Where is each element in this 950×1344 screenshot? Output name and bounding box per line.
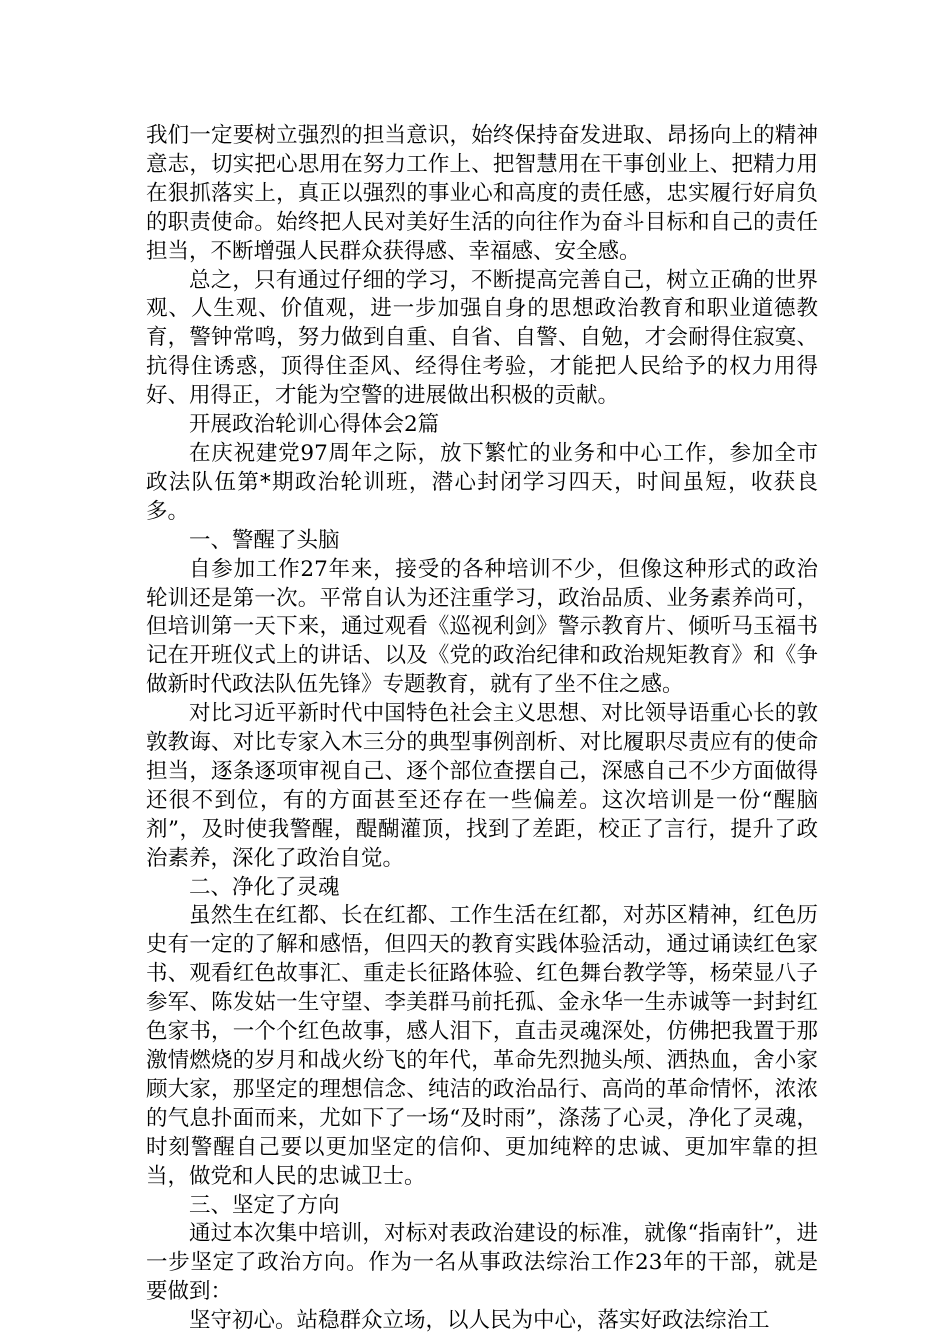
paragraph: 在庆祝建党97周年之际，放下繁忙的业务和中心工作，参加全市政法队伍第*期政治轮训班，潜心封闭学习四天，时间虽短，收获良多。 <box>146 440 818 524</box>
section-heading: 三、坚定了方向 <box>189 1192 340 1218</box>
section-heading: 二、净化了灵魂 <box>189 874 340 900</box>
paragraph: 通过本次集中培训，对标对表政治建设的标准，就像“指南针”，进一步坚定了政治方向。作为一名从事政法综治工作23年的干部，就是要做到： <box>146 1221 818 1305</box>
section-heading: 一、警醒了头脑 <box>189 527 340 553</box>
paragraph: 总之，只有通过仔细的学习，不断提高完善自己，树立正确的世界观、人生观、价值观，进一步加强自身的思想政治教育和职业道德教育，警钟常鸣，努力做到自重、自省、自警、自勉，才会耐得住寂寞、抗得住诱惑，顶得住歪风、经得住考验，才能把人民给予的权力用得好、用得正，才能为空警的进展做出积极的贡献。 <box>146 267 818 409</box>
paragraph: 虽然生在红都、长在红都、工作生活在红都，对苏区精神，红色历史有一定的了解和感悟，但四天的教育实践体验活动，通过诵读红色家书、观看红色故事汇、重走长征路体验、红色舞台教学等，杨荣显八子参军、陈发姑一生守望、李美群马前托孤、金永华一生赤诚等一封封红色家书，一个个红色故事，感人泪下，直击灵魂深处，仿佛把我置于那激情燃烧的岁月和战火纷飞的年代，革命先烈抛头颅、洒热血，舍小家顾大家，那坚定的理想信念、纯洁的政治品行、高尚的革命情怀，浓浓的气息扑面而来，尤如下了一场“及时雨”，涤荡了心灵，净化了灵魂，时刻警醒自己要以更加坚定的信仰、更加纯粹的忠诚、更加牢靠的担当，做党和人民的忠诚卫士。 <box>146 903 818 1189</box>
document-body <box>146 122 818 1336</box>
paragraph: 坚守初心。站稳群众立场，以人民为中心，落实好政法综治工 <box>189 1308 770 1334</box>
paragraph: 我们一定要树立强烈的担当意识，始终保持奋发进取、昂扬向上的精神意志，切实把心思用在努力工作上、把智慧用在干事创业上、把精力用在狠抓落实上，真正以强烈的事业心和高度的责任感，忠实履行好肩负的职责使命。始终把人民对美好生活的向往作为奋斗目标和自己的责任担当，不断增强人民群众获得感、幸福感、安全感。 <box>146 123 818 264</box>
section-title: 开展政治轮训心得体会2篇 <box>189 412 440 438</box>
paragraph: 自参加工作27年来，接受的各种培训不少，但像这种形式的政治轮训还是第一次。平常自认为还注重学习，政治品质、业务素养尚可，但培训第一天下来，通过观看《巡视利剑》警示教育片、倾听马玉福书记在开班仪式上的讲话、以及《党的政治纪律和政治规矩教育》和《争做新时代政法队伍先锋》专题教育，就有了坐不住之感。 <box>146 556 818 698</box>
paragraph: 对比习近平新时代中国特色社会主义思想、对比领导语重心长的敦敦教诲、对比专家入木三分的典型事例剖析、对比履职尽责应有的使命担当，逐条逐项审视自己、逐个部位查摆自己，深感自己不少方面做得还很不到位，有的方面甚至还存在一些偏差。这次培训是一份“醒脑剂”，及时使我警醒，醍醐灌顶，找到了差距，校正了言行，提升了政治素养，深化了政治自觉。 <box>146 701 818 871</box>
